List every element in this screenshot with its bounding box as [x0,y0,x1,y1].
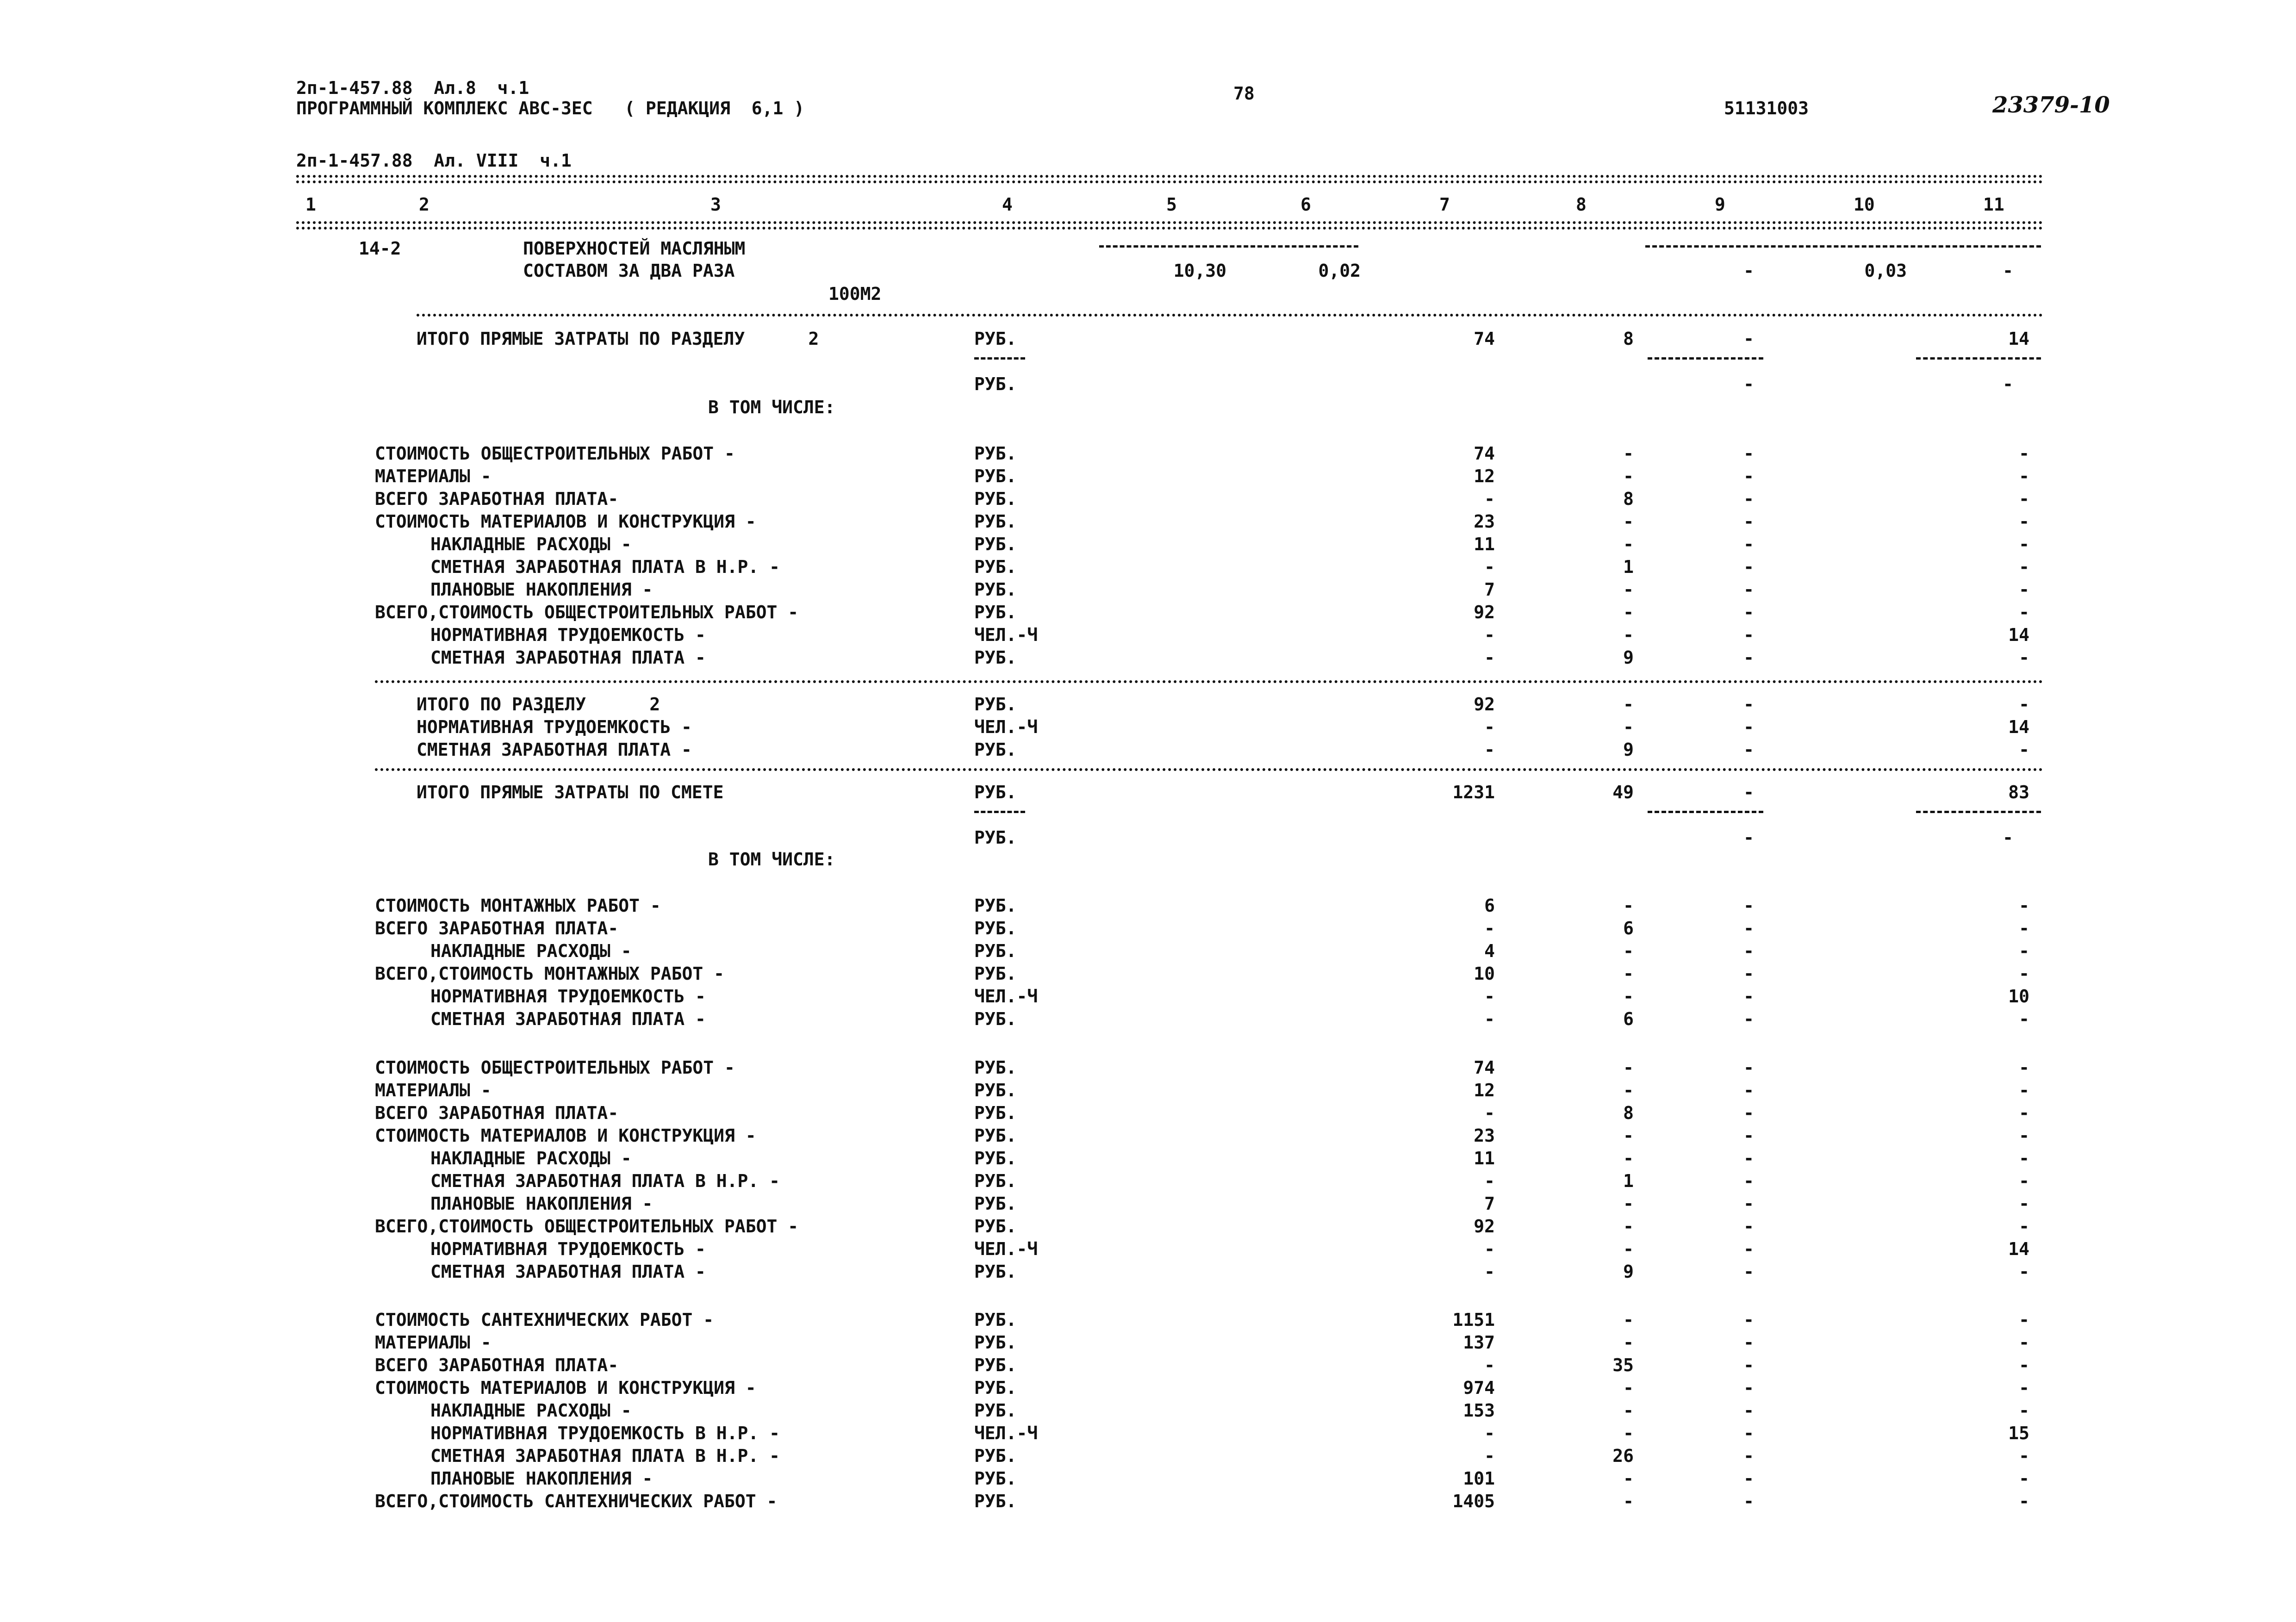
row-c9: - [1743,1057,1754,1078]
item-col5: 10,30 [1173,261,1226,281]
row-c11: - [2019,1080,2029,1100]
row-c8: 9 [1623,647,1634,668]
row-c9: - [1743,466,1754,486]
row-label: НАКЛАДНЫЕ РАСХОДЫ - [430,1400,632,1421]
row-c9: - [1743,918,1754,938]
row-c11: - [2019,895,2029,916]
item-col6: 0,02 [1318,261,1361,281]
row-c11: - [2019,557,2029,577]
row-c11: - [2019,466,2029,486]
row-unit: РУБ. [974,1332,1017,1353]
row-c9: - [1743,1193,1754,1214]
row-c7: 74 [1474,1057,1495,1078]
row-c9: - [1743,717,1754,737]
row-c11: - [2019,1468,2029,1489]
row-c7: - [1484,1239,1495,1259]
row-c8: 8 [1623,489,1634,509]
row-c9: - [1743,1125,1754,1146]
row-label: СТОИМОСТЬ ОБЩЕСТРОИТЕЛЬНЫХ РАБОТ - [375,1057,735,1078]
unit-dash [974,357,1025,360]
row-c9: - [1743,1332,1754,1353]
column-number: 4 [1002,194,1013,215]
estimate-total-col7: 1231 [1452,782,1495,802]
row-label: ПЛАНОВЫЕ НАКОПЛЕНИЯ - [430,579,653,600]
row-label: СТОИМОСТЬ ОБЩЕСТРОИТЕЛЬНЫХ РАБОТ - [375,443,735,464]
row-c7: - [1484,1171,1495,1191]
row-c9: - [1743,443,1754,464]
row-c11: - [2019,534,2029,554]
row-unit: ЧЕЛ.-Ч [974,986,1038,1007]
row-c8: - [1623,1332,1634,1353]
row-unit: РУБ. [974,534,1017,554]
rule-header-bottom [296,221,2043,224]
item-col9: - [1743,261,1754,281]
row-label: НОРМАТИВНАЯ ТРУДОЕМКОСТЬ - [430,625,706,645]
row-c9: - [1743,511,1754,532]
row-c7: 74 [1474,443,1495,464]
row-label: СМЕТНАЯ ЗАРАБОТНАЯ ПЛАТА - [430,1009,706,1029]
row-c8: - [1623,511,1634,532]
row-unit: РУБ. [974,895,1017,916]
row-c9: - [1743,941,1754,961]
item-line1: ПОВЕРХНОСТЕЙ МАСЛЯНЫМ [523,238,746,259]
row-c7: 153 [1463,1400,1495,1421]
row-unit: РУБ. [974,740,1017,760]
row-c7: 10 [1474,963,1495,984]
row-label: МАТЕРИАЛЫ - [375,1080,492,1100]
estimate-total-col11: 83 [2008,782,2029,802]
row-unit: РУБ. [974,1262,1017,1282]
row-label: СТОИМОСТЬ САНТЕХНИЧЕСКИХ РАБОТ - [375,1310,714,1330]
row-c8: 8 [1623,1103,1634,1123]
row-c11: - [2019,1310,2029,1330]
row-label: НОРМАТИВНАЯ ТРУДОЕМКОСТЬ В Н.Р. - [430,1423,780,1443]
row-label: НАКЛАДНЫЕ РАСХОДЫ - [430,1148,632,1168]
row-unit: РУБ. [974,511,1017,532]
row-c11: - [2019,1491,2029,1511]
row-c9: - [1743,1216,1754,1237]
row-c8: - [1623,1057,1634,1078]
row-c11: - [2019,941,2029,961]
row-c9: - [1743,1378,1754,1398]
row-c11: - [2019,918,2029,938]
row-unit: РУБ. [974,918,1017,938]
row-c7: 23 [1474,1125,1495,1146]
rule-section-summary-top [375,680,2043,683]
row-c9: - [1743,963,1754,984]
row-unit: РУБ. [974,1446,1017,1466]
column-number: 7 [1439,194,1450,215]
row-c11: - [2019,963,2029,984]
rule-section-total-top [417,314,2043,317]
row-c7: - [1484,1009,1495,1029]
col11-dash [1916,357,2041,360]
row-c8: 1 [1623,557,1634,577]
page-number: 78 [1233,83,1255,104]
row-c7: 4 [1484,941,1495,961]
row-c9: - [1743,1468,1754,1489]
row-c11: - [2019,1193,2029,1214]
row-label: ВСЕГО ЗАРАБОТНАЯ ПЛАТА- [375,918,619,938]
row-label: СТОИМОСТЬ МОНТАЖНЫХ РАБОТ - [375,895,661,916]
section-total-unit2: РУБ. [974,374,1017,394]
row-c7: 1151 [1452,1310,1495,1330]
row-label: СМЕТНАЯ ЗАРАБОТНАЯ ПЛАТА В Н.Р. - [430,557,780,577]
row-c9: - [1743,602,1754,622]
row-label: ПЛАНОВЫЕ НАКОПЛЕНИЯ - [430,1468,653,1489]
row-c7: - [1484,918,1495,938]
row-c8: - [1623,1491,1634,1511]
row-c7: 137 [1463,1332,1495,1353]
row-c7: - [1484,647,1495,668]
doc-code-second: 2п-1-457.88 Ал. VIII ч.1 [296,150,572,171]
row-c11: - [2019,511,2029,532]
row-c7: 92 [1474,602,1495,622]
row-c7: 11 [1474,534,1495,554]
row-c8: - [1623,625,1634,645]
row-c8: - [1623,895,1634,916]
row-label: ВСЕГО ЗАРАБОТНАЯ ПЛАТА- [375,1355,619,1375]
row-unit: ЧЕЛ.-Ч [974,625,1038,645]
column-number: 9 [1715,194,1725,215]
row-c7: - [1484,1446,1495,1466]
row-c9: - [1743,1310,1754,1330]
row-c11: - [2019,1148,2029,1168]
row-c9: - [1743,1103,1754,1123]
row-c7: 92 [1474,694,1495,715]
row-unit: РУБ. [974,466,1017,486]
row-unit: РУБ. [974,1468,1017,1489]
row-c11: - [2019,1355,2029,1375]
row-c7: - [1484,1103,1495,1123]
row-label: СМЕТНАЯ ЗАРАБОТНАЯ ПЛАТА - [430,1262,706,1282]
section-total-col11b: - [2003,374,2013,394]
row-c9: - [1743,1400,1754,1421]
row-c7: 92 [1474,1216,1495,1237]
row-c11: - [2019,740,2029,760]
row-c8: 6 [1623,1009,1634,1029]
row-c9: - [1743,534,1754,554]
item-col11: - [2003,261,2013,281]
row-c11: - [2019,694,2029,715]
row-label: ПЛАНОВЫЕ НАКОПЛЕНИЯ - [430,1193,653,1214]
doc-number: 51131003 [1724,98,1809,118]
row-c7: - [1484,717,1495,737]
row-label: ВСЕГО ЗАРАБОТНАЯ ПЛАТА- [375,489,619,509]
row-c8: - [1623,1423,1634,1443]
item-code: 14-2 [359,238,401,259]
row-c8: - [1623,963,1634,984]
row-unit: РУБ. [974,1148,1017,1168]
row-c8: - [1623,1193,1634,1214]
row-label: НАКЛАДНЫЕ РАСХОДЫ - [430,941,632,961]
row-label: ВСЕГО,СТОИМОСТЬ САНТЕХНИЧЕСКИХ РАБОТ - [375,1491,778,1511]
row-c8: - [1623,443,1634,464]
row-unit: РУБ. [974,941,1017,961]
row-c7: 11 [1474,1148,1495,1168]
item-col10: 0,03 [1864,261,1907,281]
item-unit: 100М2 [828,284,882,304]
row-unit: РУБ. [974,557,1017,577]
row-label: ВСЕГО,СТОИМОСТЬ МОНТАЖНЫХ РАБОТ - [375,963,724,984]
estimate-total-col11b: - [2003,827,2013,848]
row-label: СМЕТНАЯ ЗАРАБОТНАЯ ПЛАТА В Н.Р. - [430,1171,780,1191]
row-c11: - [2019,579,2029,600]
row-unit: РУБ. [974,602,1017,622]
row-c9: - [1743,1491,1754,1511]
column-number: 11 [1983,194,2004,215]
row-unit: РУБ. [974,1491,1017,1511]
row-c9: - [1743,740,1754,760]
row-c9: - [1743,1009,1754,1029]
row-label: ИТОГО ПО РАЗДЕЛУ 2 [417,694,660,715]
row-c9: - [1743,647,1754,668]
row-label: МАТЕРИАЛЫ - [375,466,492,486]
item-dash-56 [1099,245,1358,248]
estimate-total-col9: - [1743,782,1754,802]
row-unit: РУБ. [974,1216,1017,1237]
row-c11: - [2019,1171,2029,1191]
doc-code-top: 2п-1-457.88 Ал.8 ч.1 [296,78,529,98]
row-c8: - [1623,1400,1634,1421]
row-c9: - [1743,694,1754,715]
section-total-label: ИТОГО ПРЯМЫЕ ЗАТРАТЫ ПО РАЗДЕЛУ 2 [417,329,819,349]
row-unit: РУБ. [974,963,1017,984]
row-unit: РУБ. [974,1193,1017,1214]
row-c7: 6 [1484,895,1495,916]
row-unit: РУБ. [974,694,1017,715]
row-c7: 23 [1474,511,1495,532]
row-c9: - [1743,625,1754,645]
row-c7: 12 [1474,466,1495,486]
row-unit: ЧЕЛ.-Ч [974,1239,1038,1259]
row-c8: 6 [1623,918,1634,938]
row-c9: - [1743,986,1754,1007]
row-c11: 15 [2008,1423,2029,1443]
row-unit: РУБ. [974,1057,1017,1078]
section-total-unit: РУБ. [974,329,1017,349]
row-label: ВСЕГО ЗАРАБОТНАЯ ПЛАТА- [375,1103,619,1123]
row-unit: РУБ. [974,1400,1017,1421]
row-c11: 14 [2008,625,2029,645]
row-c8: - [1623,1216,1634,1237]
rule-estimate-top [375,768,2043,771]
rule-top-2 [296,180,2043,183]
row-c11: - [2019,1125,2029,1146]
row-label: СМЕТНАЯ ЗАРАБОТНАЯ ПЛАТА - [430,647,706,668]
row-c11: 10 [2008,986,2029,1007]
row-label: СМЕТНАЯ ЗАРАБОТНАЯ ПЛАТА В Н.Р. - [430,1446,780,1466]
section-total-col7: 74 [1474,329,1495,349]
column-number: 3 [710,194,721,215]
row-unit: РУБ. [974,1009,1017,1029]
col11-dash-2 [1916,811,2041,813]
row-c11: - [2019,1332,2029,1353]
column-number: 8 [1576,194,1587,215]
row-c9: - [1743,1080,1754,1100]
row-c7: - [1484,740,1495,760]
row-c8: 1 [1623,1171,1634,1191]
row-c8: 9 [1623,740,1634,760]
section-total-col11: 14 [2008,329,2029,349]
row-c7: - [1484,1423,1495,1443]
row-c7: 12 [1474,1080,1495,1100]
row-c8: - [1623,694,1634,715]
row-c8: - [1623,534,1634,554]
col9-dash [1648,357,1763,360]
row-c9: - [1743,1446,1754,1466]
row-unit: РУБ. [974,1355,1017,1375]
row-c8: - [1623,1468,1634,1489]
row-label: ВСЕГО,СТОИМОСТЬ ОБЩЕСТРОИТЕЛЬНЫХ РАБОТ - [375,602,799,622]
row-c11: - [2019,1009,2029,1029]
row-c7: - [1484,557,1495,577]
row-c11: - [2019,489,2029,509]
row-c9: - [1743,579,1754,600]
row-c11: - [2019,443,2029,464]
section-total-col9b: - [1743,374,1754,394]
row-c11: - [2019,1057,2029,1078]
row-c7: 974 [1463,1378,1495,1398]
row-c7: 1405 [1452,1491,1495,1511]
item-dash-9-11 [1645,245,2041,248]
row-label: НОРМАТИВНАЯ ТРУДОЕМКОСТЬ - [430,1239,706,1259]
row-c9: - [1743,1262,1754,1282]
row-unit: РУБ. [974,1125,1017,1146]
row-unit: РУБ. [974,1310,1017,1330]
row-c9: - [1743,1423,1754,1443]
row-unit: РУБ. [974,443,1017,464]
column-number: 1 [305,194,316,215]
row-unit: РУБ. [974,1378,1017,1398]
row-label: НОРМАТИВНАЯ ТРУДОЕМКОСТЬ - [417,717,692,737]
row-c8: - [1623,1080,1634,1100]
row-c11: - [2019,647,2029,668]
row-c8: - [1623,1125,1634,1146]
row-c9: - [1743,557,1754,577]
row-unit: ЧЕЛ.-Ч [974,1423,1038,1443]
row-c8: - [1623,717,1634,737]
row-c8: 35 [1612,1355,1634,1375]
row-label: СТОИМОСТЬ МАТЕРИАЛОВ И КОНСТРУКЦИЯ - [375,511,756,532]
in-that-number-2: В ТОМ ЧИСЛЕ: [708,849,835,870]
row-c11: - [2019,1378,2029,1398]
row-label: СТОИМОСТЬ МАТЕРИАЛОВ И КОНСТРУКЦИЯ - [375,1378,756,1398]
column-number: 10 [1854,194,1875,215]
row-c7: - [1484,986,1495,1007]
rule-header-bottom-2 [296,227,2043,230]
row-unit: РУБ. [974,1171,1017,1191]
row-c9: - [1743,489,1754,509]
row-label: СМЕТНАЯ ЗАРАБОТНАЯ ПЛАТА - [417,740,692,760]
column-number: 5 [1166,194,1177,215]
row-label: ВСЕГО,СТОИМОСТЬ ОБЩЕСТРОИТЕЛЬНЫХ РАБОТ - [375,1216,799,1237]
row-unit: ЧЕЛ.-Ч [974,717,1038,737]
row-c7: - [1484,489,1495,509]
row-unit: РУБ. [974,489,1017,509]
row-label: НОРМАТИВНАЯ ТРУДОЕМКОСТЬ - [430,986,706,1007]
estimate-total-unit2: РУБ. [974,827,1017,848]
row-c7: 7 [1484,579,1495,600]
row-c11: 14 [2008,1239,2029,1259]
row-unit: РУБ. [974,1103,1017,1123]
row-c8: - [1623,1378,1634,1398]
column-number: 2 [419,194,429,215]
row-c8: - [1623,466,1634,486]
row-c11: 14 [2008,717,2029,737]
row-c7: 101 [1463,1468,1495,1489]
row-c11: - [2019,602,2029,622]
row-c7: - [1484,625,1495,645]
estimate-total-col9b: - [1743,827,1754,848]
row-unit: РУБ. [974,647,1017,668]
row-c7: - [1484,1262,1495,1282]
row-c8: - [1623,941,1634,961]
estimate-total-col8: 49 [1612,782,1634,802]
row-c9: - [1743,1171,1754,1191]
program-line: ПРОГРАММНЫЙ КОМПЛЕКС АВС-3ЕС ( РЕДАКЦИЯ 6,1 ) [296,98,805,118]
row-c8: - [1623,986,1634,1007]
row-c11: - [2019,1446,2029,1466]
row-label: МАТЕРИАЛЫ - [375,1332,492,1353]
row-c8: - [1623,1148,1634,1168]
row-c11: - [2019,1216,2029,1237]
row-label: СТОИМОСТЬ МАТЕРИАЛОВ И КОНСТРУКЦИЯ - [375,1125,756,1146]
row-c11: - [2019,1103,2029,1123]
rule-top [296,175,2043,178]
row-c11: - [2019,1400,2029,1421]
row-c7: 7 [1484,1193,1495,1214]
section-total-col9: - [1743,329,1754,349]
estimate-total-label: ИТОГО ПРЯМЫЕ ЗАТРАТЫ ПО СМЕТЕ [417,782,724,802]
col9-dash-2 [1648,811,1763,813]
estimate-total-unit: РУБ. [974,782,1017,802]
row-c9: - [1743,1239,1754,1259]
row-c8: - [1623,602,1634,622]
row-c9: - [1743,895,1754,916]
row-c9: - [1743,1355,1754,1375]
row-c8: - [1623,1239,1634,1259]
row-c9: - [1743,1148,1754,1168]
item-line2: СОСТАВОМ ЗА ДВА РАЗА [523,261,735,281]
unit-dash-2 [974,811,1025,813]
row-c8: - [1623,1310,1634,1330]
row-c8: 9 [1623,1262,1634,1282]
in-that-number-1: В ТОМ ЧИСЛЕ: [708,397,835,417]
row-unit: РУБ. [974,1080,1017,1100]
row-unit: РУБ. [974,579,1017,600]
row-c7: - [1484,1355,1495,1375]
section-total-col8: 8 [1623,329,1634,349]
row-c8: - [1623,579,1634,600]
row-label: НАКЛАДНЫЕ РАСХОДЫ - [430,534,632,554]
row-c8: 26 [1612,1446,1634,1466]
column-number: 6 [1300,194,1311,215]
row-c11: - [2019,1262,2029,1282]
handwritten-code: 23379-10 [1992,92,2110,118]
